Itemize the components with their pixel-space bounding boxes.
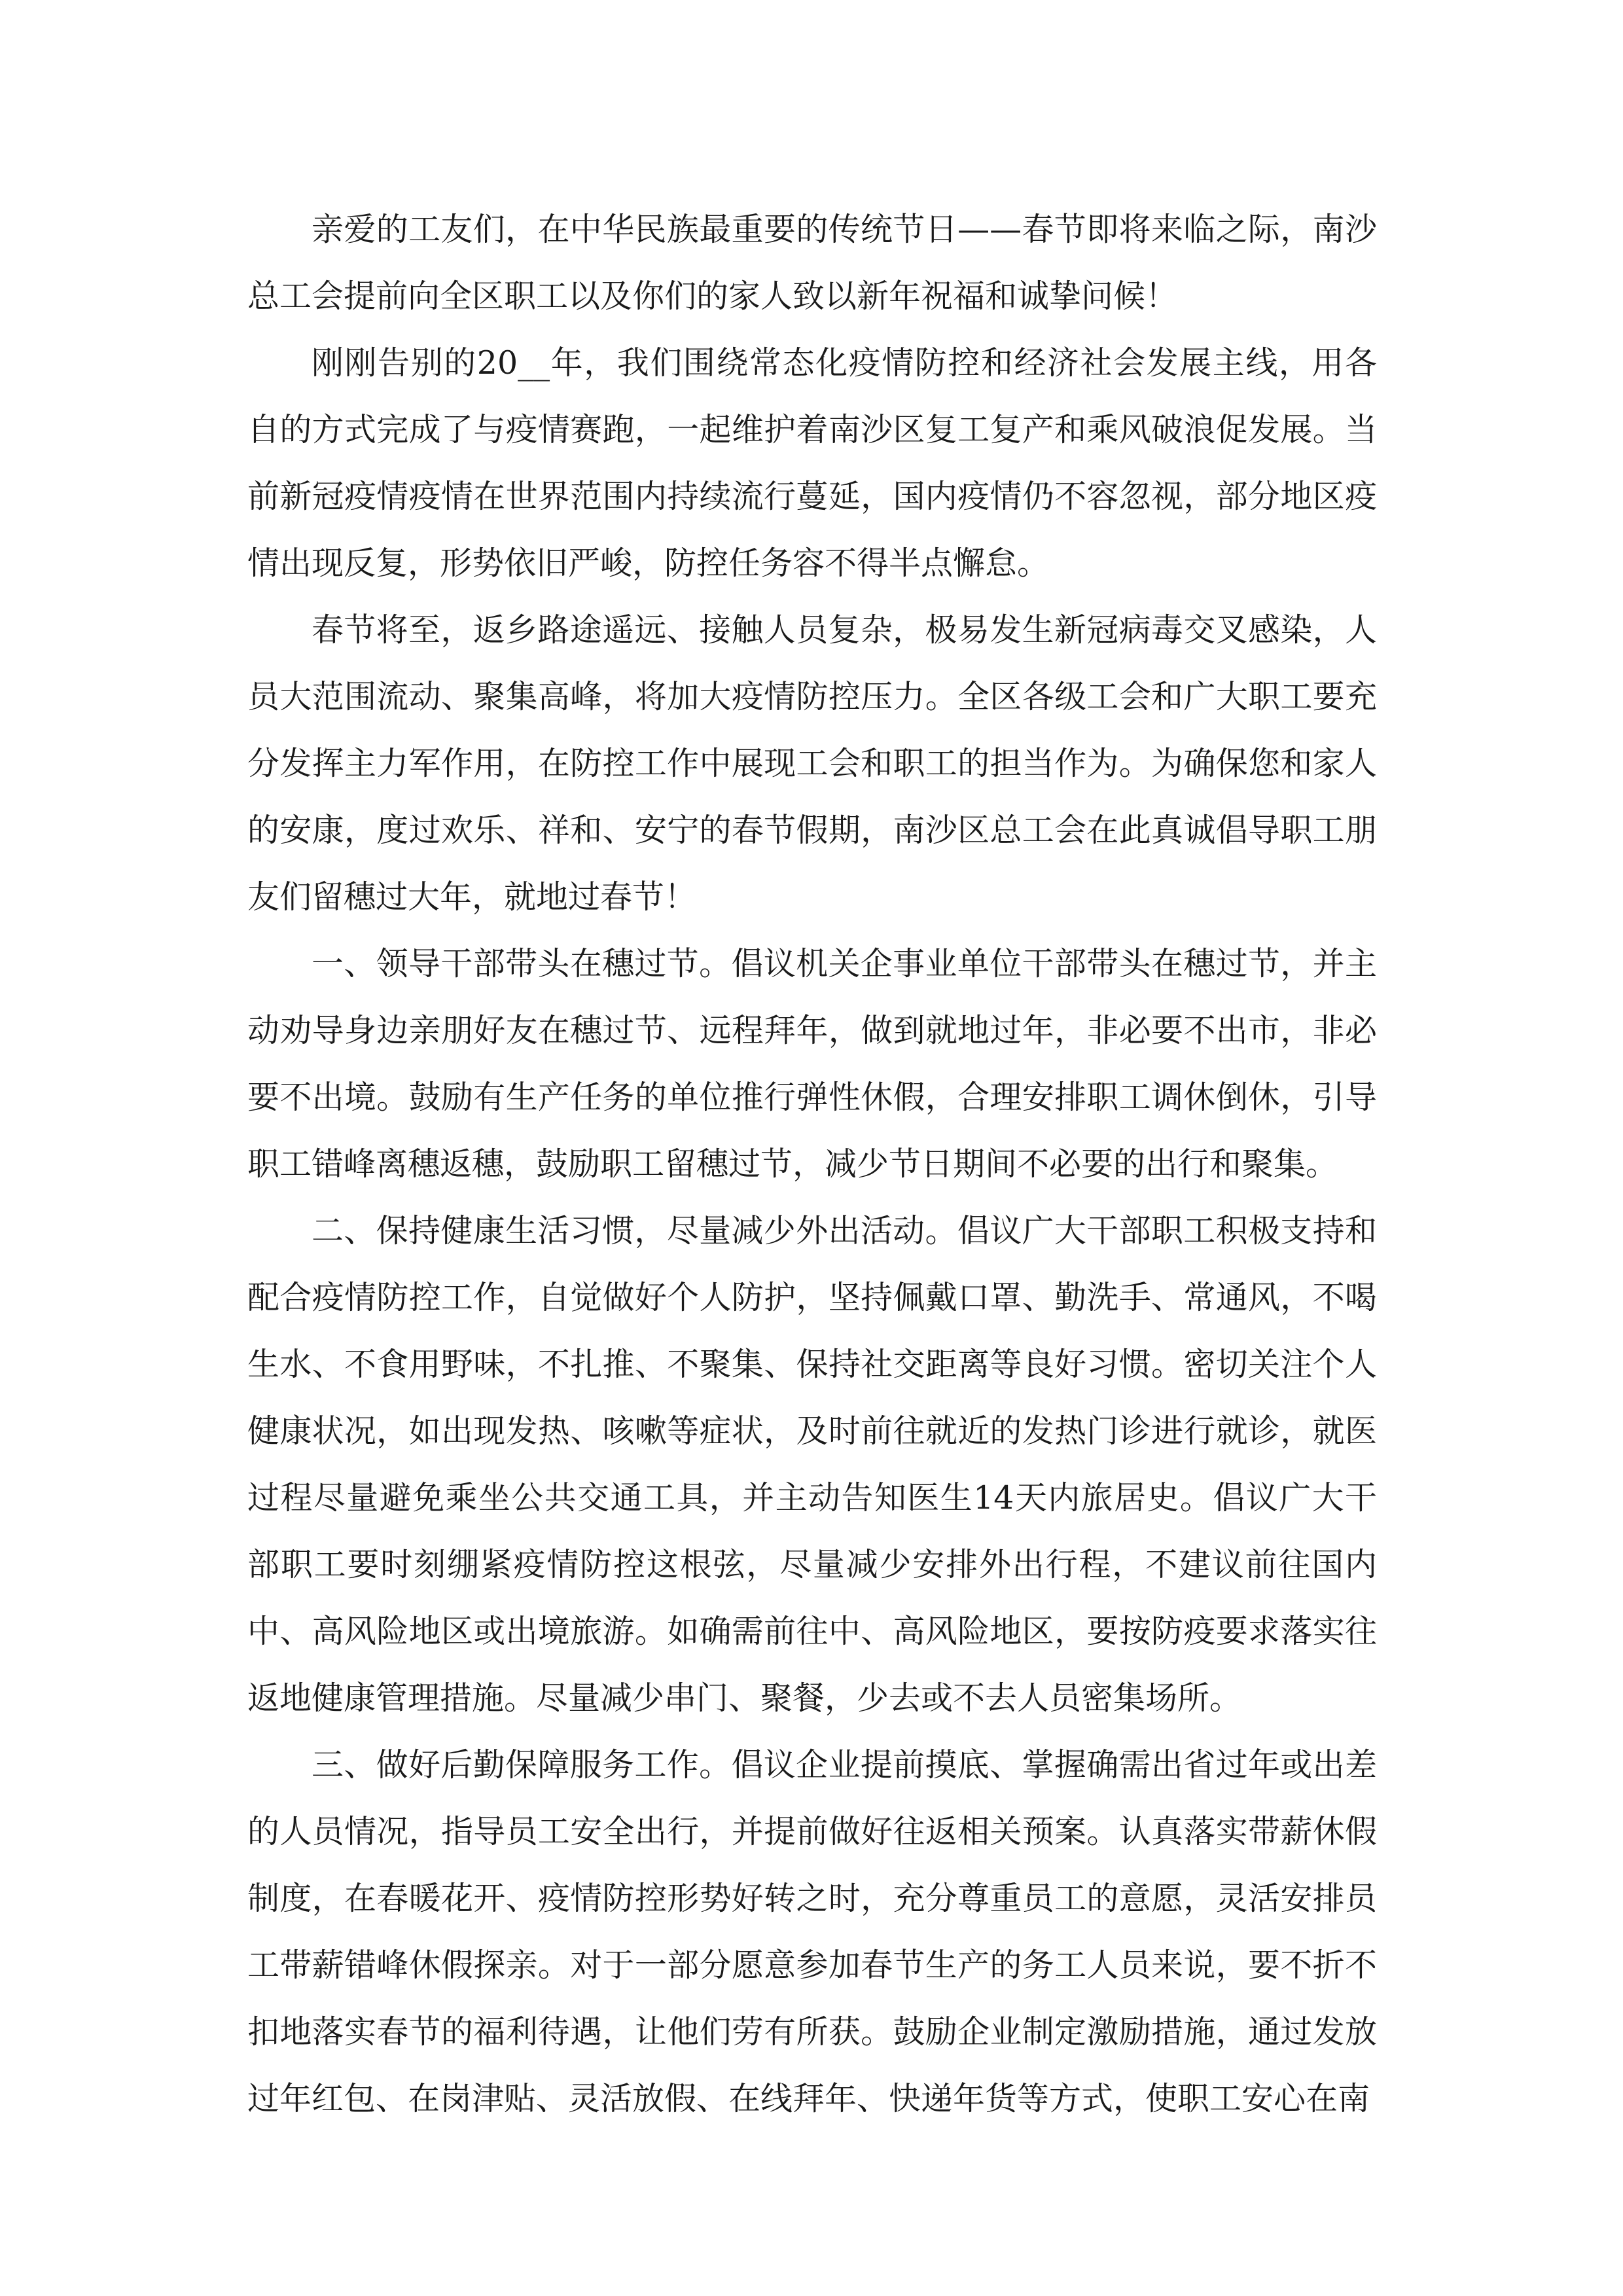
paragraph-point-three: 三、做好后勤保障服务工作。倡议企业提前摸底、掌握确需出省过年或出差的人员情况，指导员工安全出行，并提前做好往返相关预案。认真落实带薪休假制度，在春暖花开、疫情防控形势好转之时，充分尊重员工的意愿，灵活安排员工带薪错峰休假探亲。对于一部分愿意参加春节生产的务工人员来说，要不折不扣地落实春节的福利待遇，让他们劳有所获。鼓励企业制定激励措施，通过发放过年红包、在岗津贴、灵活放假、在线拜年、快递年货等方式，使职工安心在南 <box>247 1746 1377 2117</box>
paragraph-review: 刚刚告别的20__年，我们围绕常态化疫情防控和经济社会发展主线，用各自的方式完成了与疫情赛跑，一起维护着南沙区复工复产和乘风破浪促发展。当前新冠疫情疫情在世界范围内持续流行蔓延，国内疫情仍不容忽视，部分地区疫情出现反复，形势依旧严峻，防控任务容不得半点懈怠。 <box>247 344 1377 582</box>
document-body <box>247 196 1377 2132</box>
paragraph-greeting: 亲爱的工友们，在中华民族最重要的传统节日——春节即将来临之际，南沙总工会提前向全区职工以及你们的家人致以新年祝福和诚挚问候！ <box>247 211 1377 315</box>
paragraph-point-two: 二、保持健康生活习惯，尽量减少外出活动。倡议广大干部职工积极支持和配合疫情防控工作，自觉做好个人防护，坚持佩戴口罩、勤洗手、常通风，不喝生水、不食用野味，不扎推、不聚集、保持社交距离等良好习惯。密切关注个人健康状况，如出现发热、咳嗽等症状，及时前往就近的发热门诊进行就诊，就医过程尽量避免乘坐公共交通工具，并主动告知医生14天内旅居史。倡议广大干部职工要时刻绷紧疫情防控这根弦，尽量减少安排外出行程，不建议前往国内中、高风险地区或出境旅游。如确需前往中、高风险地区，要按防疫要求落实往返地健康管理措施。尽量减少串门、聚餐，少去或不去人员密集场所。 <box>247 1212 1377 1717</box>
paragraph-point-one: 一、领导干部带头在穗过节。倡议机关企事业单位干部带头在穗过节，并主动劝导身边亲朋好友在穗过节、远程拜年，做到就地过年，非必要不出市，非必要不出境。鼓励有生产任务的单位推行弹性休假，合理安排职工调休倒休，引导职工错峰离穗返穗，鼓励职工留穗过节，减少节日期间不必要的出行和聚集。 <box>247 945 1377 1183</box>
paragraph-initiative: 春节将至，返乡路途遥远、接触人员复杂，极易发生新冠病毒交叉感染，人员大范围流动、聚集高峰，将加大疫情防控压力。全区各级工会和广大职工要充分发挥主力军作用，在防控工作中展现工会和职工的担当作为。为确保您和家人的安康，度过欢乐、祥和、安宁的春节假期，南沙区总工会在此真诚倡导职工朋友们留穗过大年，就地过春节！ <box>247 611 1377 916</box>
